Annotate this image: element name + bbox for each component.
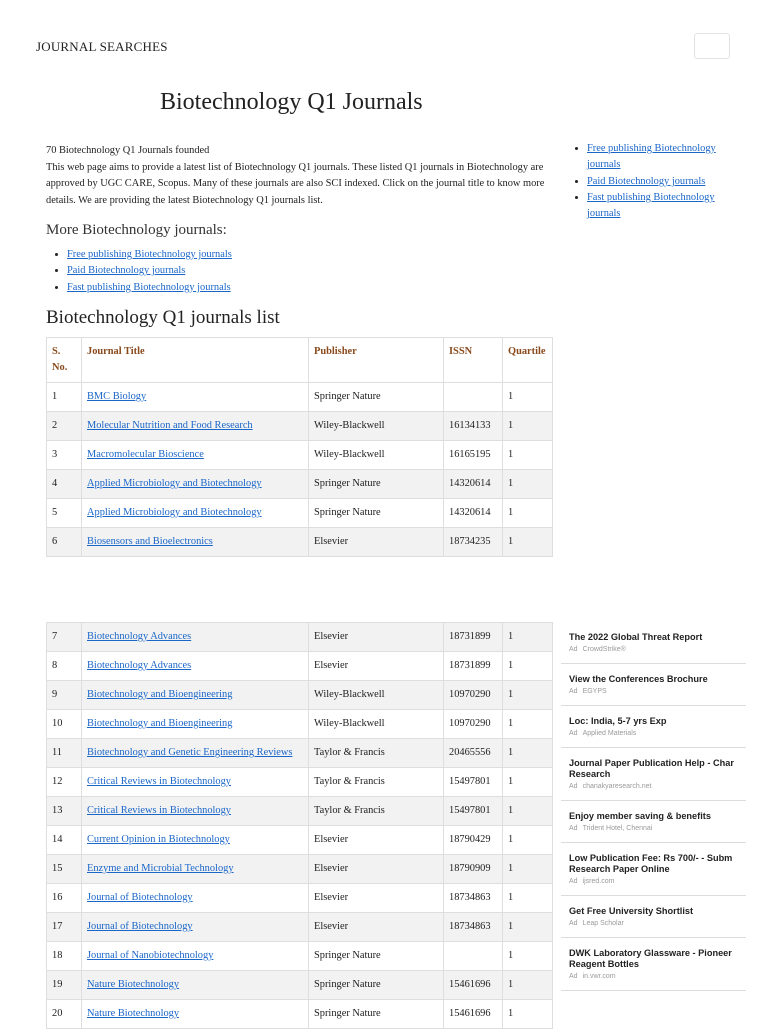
sidebar-free-publishing-link[interactable]: Free publishing Biotechnology journals bbox=[587, 143, 716, 171]
cell-issn: 14320614 bbox=[444, 499, 503, 528]
journal-title-link[interactable]: Journal of Biotechnology bbox=[87, 921, 193, 932]
more-journals-heading: More Biotechnology journals: bbox=[46, 222, 227, 238]
cell-publisher: Elsevier bbox=[309, 528, 444, 557]
cell-title bbox=[82, 499, 309, 528]
journal-title-link[interactable]: Molecular Nutrition and Food Research bbox=[87, 420, 253, 431]
ad-source bbox=[569, 920, 746, 927]
free-publishing-link[interactable]: Free publishing Biotechnology journals bbox=[67, 249, 232, 260]
journal-title-link[interactable]: Critical Reviews in Biotechnology bbox=[87, 776, 232, 787]
table-row bbox=[47, 797, 553, 826]
list-item bbox=[67, 247, 232, 263]
ad-source-name: chanakyaresearch.net bbox=[582, 783, 652, 790]
cell-title bbox=[82, 768, 309, 797]
cell-quartile: 1 bbox=[503, 913, 553, 942]
cell-issn: 18731899 bbox=[444, 623, 503, 652]
cell-publisher: Elsevier bbox=[309, 826, 444, 855]
header-issn: ISSN bbox=[444, 338, 503, 383]
list-item bbox=[587, 174, 747, 190]
journal-title-link[interactable]: Critical Reviews in Biotechnology bbox=[87, 805, 232, 816]
ad-label: Ad bbox=[569, 783, 578, 790]
cell-publisher: Springer Nature bbox=[309, 1000, 444, 1029]
cell-issn: 16134133 bbox=[444, 412, 503, 441]
ad-title[interactable]: Loc: India, 5-7 yrs Exp bbox=[569, 716, 667, 726]
list-item bbox=[67, 263, 232, 279]
table-row bbox=[47, 884, 553, 913]
cell-quartile: 1 bbox=[503, 652, 553, 681]
intro-section bbox=[46, 143, 546, 209]
cell-issn bbox=[444, 942, 503, 971]
ad-source-name: Trident Hotel, Chennai bbox=[582, 825, 653, 832]
table-row bbox=[47, 768, 553, 797]
table-row bbox=[47, 942, 553, 971]
cell-sno: 16 bbox=[47, 884, 82, 913]
journal-title-link[interactable]: Current Opinion in Biotechnology bbox=[87, 834, 230, 845]
list-item bbox=[587, 190, 747, 223]
ad-source bbox=[569, 825, 746, 832]
cell-title bbox=[82, 652, 309, 681]
cell-issn: 15497801 bbox=[444, 797, 503, 826]
cell-issn: 18734235 bbox=[444, 528, 503, 557]
cell-publisher: Wiley-Blackwell bbox=[309, 441, 444, 470]
cell-quartile: 1 bbox=[503, 942, 553, 971]
cell-publisher: Taylor & Francis bbox=[309, 739, 444, 768]
journal-title-link[interactable]: Journal of Nanobiotechnology bbox=[87, 950, 214, 961]
cell-title bbox=[82, 739, 309, 768]
cell-quartile: 1 bbox=[503, 971, 553, 1000]
paid-journals-link[interactable]: Paid Biotechnology journals bbox=[67, 265, 186, 277]
ad-source-name: Leap Scholar bbox=[582, 920, 624, 927]
table-row bbox=[47, 441, 553, 470]
cell-sno: 18 bbox=[47, 942, 82, 971]
menu-toggle-button[interactable] bbox=[694, 33, 730, 59]
cell-publisher: Elsevier bbox=[309, 855, 444, 884]
sidebar-links bbox=[567, 141, 747, 222]
ad-label: Ad bbox=[569, 878, 578, 885]
header-sno: S. No. bbox=[47, 338, 82, 383]
ad-title[interactable]: Journal Paper Publication Help - Char Research bbox=[569, 758, 734, 779]
ad-label: Ad bbox=[569, 825, 578, 832]
cell-sno: 2 bbox=[47, 412, 82, 441]
cell-sno: 5 bbox=[47, 499, 82, 528]
journal-title-link[interactable]: Nature Biotechnology bbox=[87, 1008, 180, 1019]
cell-quartile: 1 bbox=[503, 855, 553, 884]
cell-publisher: Elsevier bbox=[309, 623, 444, 652]
table-row bbox=[47, 710, 553, 739]
ad-item[interactable] bbox=[561, 706, 746, 748]
cell-sno: 1 bbox=[47, 383, 82, 412]
journal-title-link[interactable]: Macromolecular Bioscience bbox=[87, 449, 204, 460]
journal-title-link[interactable]: Biotechnology Advances bbox=[87, 631, 192, 642]
table-row bbox=[47, 623, 553, 652]
ad-title[interactable]: Get Free University Shortlist bbox=[569, 906, 694, 916]
cell-issn: 10970290 bbox=[444, 710, 503, 739]
cell-sno: 12 bbox=[47, 768, 82, 797]
cell-sno: 6 bbox=[47, 528, 82, 557]
ad-item[interactable] bbox=[561, 938, 746, 991]
journals-table bbox=[46, 337, 553, 557]
cell-title bbox=[82, 710, 309, 739]
journal-title-link[interactable]: Applied Microbiology and Biotechnology bbox=[87, 478, 262, 489]
cell-issn: 14320614 bbox=[444, 470, 503, 499]
journal-title-link[interactable]: Biosensors and Bioelectronics bbox=[87, 536, 213, 547]
cell-title bbox=[82, 826, 309, 855]
cell-publisher: Taylor & Francis bbox=[309, 768, 444, 797]
cell-quartile: 1 bbox=[503, 768, 553, 797]
ad-source-name: in.vwr.com bbox=[582, 973, 616, 980]
cell-issn: 10970290 bbox=[444, 681, 503, 710]
journal-title-link[interactable]: BMC Biology bbox=[87, 391, 147, 402]
table-row bbox=[47, 826, 553, 855]
cell-title bbox=[82, 441, 309, 470]
cell-quartile: 1 bbox=[503, 528, 553, 557]
cell-title bbox=[82, 470, 309, 499]
list-item bbox=[587, 141, 747, 174]
cell-title bbox=[82, 884, 309, 913]
cell-title bbox=[82, 797, 309, 826]
table-row bbox=[47, 855, 553, 884]
cell-sno: 20 bbox=[47, 1000, 82, 1029]
cell-publisher: Springer Nature bbox=[309, 499, 444, 528]
header-publisher: Publisher bbox=[309, 338, 444, 383]
page-title: Biotechnology Q1 Journals bbox=[160, 89, 423, 115]
journal-title-link[interactable]: Journal of Biotechnology bbox=[87, 892, 193, 903]
table-row bbox=[47, 971, 553, 1000]
table-row bbox=[47, 412, 553, 441]
navbar bbox=[0, 0, 768, 96]
cell-sno: 11 bbox=[47, 739, 82, 768]
ad-source bbox=[569, 646, 746, 653]
cell-quartile: 1 bbox=[503, 441, 553, 470]
cell-publisher: Wiley-Blackwell bbox=[309, 710, 444, 739]
cell-title bbox=[82, 383, 309, 412]
cell-quartile: 1 bbox=[503, 826, 553, 855]
journal-title-link[interactable]: Enzyme and Microbial Technology bbox=[87, 863, 234, 874]
ad-source-name: CrowdStrike® bbox=[582, 646, 626, 653]
table-row bbox=[47, 681, 553, 710]
cell-publisher: Elsevier bbox=[309, 652, 444, 681]
cell-sno: 14 bbox=[47, 826, 82, 855]
cell-quartile: 1 bbox=[503, 681, 553, 710]
ad-item[interactable] bbox=[561, 896, 746, 938]
table-row bbox=[47, 913, 553, 942]
cell-quartile: 1 bbox=[503, 710, 553, 739]
cell-sno: 10 bbox=[47, 710, 82, 739]
ad-title[interactable]: The 2022 Global Threat Report bbox=[569, 632, 703, 642]
journal-title-link[interactable]: Nature Biotechnology bbox=[87, 979, 180, 990]
cell-issn: 18790909 bbox=[444, 855, 503, 884]
ad-source bbox=[569, 973, 746, 980]
cell-quartile: 1 bbox=[503, 884, 553, 913]
site-brand[interactable]: JOURNAL SEARCHES bbox=[36, 39, 168, 54]
cell-sno: 17 bbox=[47, 913, 82, 942]
cell-issn: 18734863 bbox=[444, 884, 503, 913]
cell-issn: 18790429 bbox=[444, 826, 503, 855]
journal-title-link[interactable]: Biotechnology and Bioengineering bbox=[87, 689, 233, 700]
cell-sno: 13 bbox=[47, 797, 82, 826]
cell-publisher: Taylor & Francis bbox=[309, 797, 444, 826]
journal-count: 70 Biotechnology Q1 Journals founded bbox=[46, 145, 210, 156]
cell-title bbox=[82, 913, 309, 942]
table-row bbox=[47, 470, 553, 499]
fast-publishing-link[interactable]: Fast publishing Biotechnology journals bbox=[67, 281, 231, 293]
cell-issn: 18734863 bbox=[444, 913, 503, 942]
cell-sno: 4 bbox=[47, 470, 82, 499]
cell-publisher: Elsevier bbox=[309, 884, 444, 913]
journal-title-link[interactable]: Applied Microbiology and Biotechnology bbox=[87, 507, 262, 518]
cell-issn: 16165195 bbox=[444, 441, 503, 470]
ad-source bbox=[569, 688, 746, 695]
cell-quartile: 1 bbox=[503, 797, 553, 826]
header-title: Journal Title bbox=[82, 338, 309, 383]
sidebar-paid-journals-link[interactable]: Paid Biotechnology journals bbox=[587, 175, 706, 187]
table-row bbox=[47, 739, 553, 768]
ad-item[interactable] bbox=[561, 748, 746, 801]
ad-label: Ad bbox=[569, 688, 578, 695]
ad-source bbox=[569, 730, 746, 737]
cell-sno: 8 bbox=[47, 652, 82, 681]
more-journals-list bbox=[46, 247, 232, 296]
cell-quartile: 1 bbox=[503, 739, 553, 768]
header-quartile: Quartile bbox=[503, 338, 553, 383]
table-row bbox=[47, 499, 553, 528]
cell-sno: 9 bbox=[47, 681, 82, 710]
cell-publisher: Springer Nature bbox=[309, 942, 444, 971]
cell-sno: 3 bbox=[47, 441, 82, 470]
cell-issn bbox=[444, 383, 503, 412]
cell-quartile: 1 bbox=[503, 499, 553, 528]
cell-quartile: 1 bbox=[503, 1000, 553, 1029]
cell-publisher: Springer Nature bbox=[309, 383, 444, 412]
cell-quartile: 1 bbox=[503, 623, 553, 652]
journal-title-link[interactable]: Biotechnology and Bioengineering bbox=[87, 718, 233, 729]
journals-list-heading: Biotechnology Q1 journals list bbox=[46, 307, 280, 328]
ad-label: Ad bbox=[569, 730, 578, 737]
table-body bbox=[47, 383, 553, 557]
cell-title bbox=[82, 681, 309, 710]
cell-publisher: Wiley-Blackwell bbox=[309, 412, 444, 441]
cell-title bbox=[82, 855, 309, 884]
cell-issn: 15497801 bbox=[444, 768, 503, 797]
cell-sno: 7 bbox=[47, 623, 82, 652]
intro-description: This web page aims to provide a latest list of Biotechnology Q1 journals. These listed Q1 journals in Biotechnology are approved by UGC CARE, Scopus. Many of these journals are also SCI indexed. Click on the journal title to know more details. We are providing the latest Biotechnology Q1 journals list. bbox=[46, 161, 545, 206]
table-header-row bbox=[47, 338, 553, 383]
cell-issn: 20465556 bbox=[444, 739, 503, 768]
cell-title bbox=[82, 942, 309, 971]
ad-source bbox=[569, 878, 746, 885]
ad-item[interactable] bbox=[561, 664, 746, 706]
ad-item[interactable] bbox=[561, 622, 746, 664]
ad-item[interactable] bbox=[561, 843, 746, 896]
ad-label: Ad bbox=[569, 646, 578, 653]
cell-issn: 15461696 bbox=[444, 971, 503, 1000]
cell-publisher: Wiley-Blackwell bbox=[309, 681, 444, 710]
journal-title-link[interactable]: Biotechnology and Genetic Engineering Reviews bbox=[87, 747, 293, 758]
table-row bbox=[47, 1000, 553, 1029]
cell-publisher: Elsevier bbox=[309, 913, 444, 942]
cell-title bbox=[82, 971, 309, 1000]
table-row bbox=[47, 652, 553, 681]
cell-title bbox=[82, 412, 309, 441]
table-row bbox=[47, 528, 553, 557]
cell-issn: 15461696 bbox=[444, 1000, 503, 1029]
cell-quartile: 1 bbox=[503, 470, 553, 499]
table-body bbox=[47, 623, 553, 1029]
ad-title[interactable]: Low Publication Fee: Rs 700/- - Subm Research Paper Online bbox=[569, 853, 733, 874]
ad-source-name: EGYPS bbox=[582, 688, 607, 695]
cell-title bbox=[82, 1000, 309, 1029]
journal-title-link[interactable]: Biotechnology Advances bbox=[87, 660, 192, 671]
table-row bbox=[47, 383, 553, 412]
list-item bbox=[67, 280, 232, 296]
journals-table-continued bbox=[46, 622, 553, 1029]
ad-source bbox=[569, 783, 746, 790]
cell-publisher: Springer Nature bbox=[309, 470, 444, 499]
cell-issn: 18731899 bbox=[444, 652, 503, 681]
ads-sidebar bbox=[561, 622, 746, 991]
ad-item[interactable] bbox=[561, 801, 746, 843]
cell-sno: 15 bbox=[47, 855, 82, 884]
cell-quartile: 1 bbox=[503, 412, 553, 441]
ad-title[interactable]: Enjoy member saving & benefits bbox=[569, 811, 711, 821]
ad-source-name: ijsred.com bbox=[582, 878, 615, 885]
cell-title bbox=[82, 623, 309, 652]
cell-sno: 19 bbox=[47, 971, 82, 1000]
ad-label: Ad bbox=[569, 920, 578, 927]
ad-title[interactable]: DWK Laboratory Glassware - Pioneer Reagent Bottles bbox=[569, 948, 732, 969]
cell-publisher: Springer Nature bbox=[309, 971, 444, 1000]
ad-label: Ad bbox=[569, 973, 578, 980]
cell-title bbox=[82, 528, 309, 557]
sidebar-fast-publishing-link[interactable]: Fast publishing Biotechnology journals bbox=[587, 191, 715, 220]
ad-title[interactable]: View the Conferences Brochure bbox=[569, 674, 708, 684]
cell-quartile: 1 bbox=[503, 383, 553, 412]
ad-source-name: Applied Materials bbox=[582, 730, 637, 737]
